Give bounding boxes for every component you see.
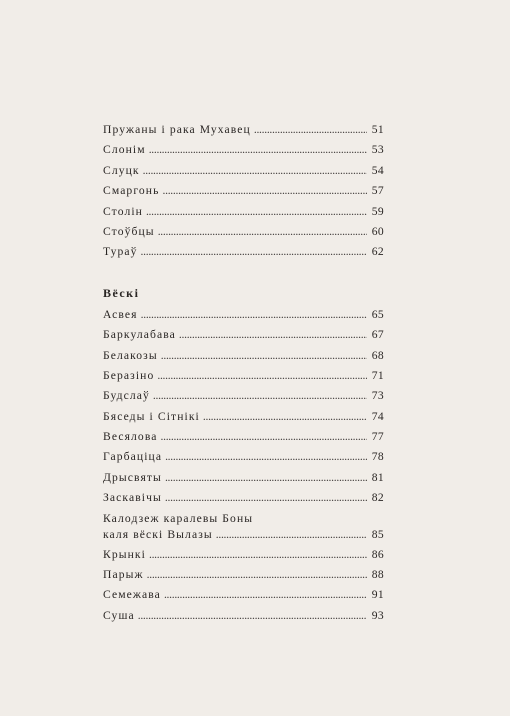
toc-leader-dots (143, 161, 367, 181)
toc-leader-dots (141, 305, 367, 325)
toc-entry-title: Весялова (103, 430, 158, 444)
toc-entry (103, 386, 384, 406)
toc-page-number: 68 (371, 348, 384, 362)
toc-entry (103, 606, 384, 626)
toc-page-number: 73 (371, 389, 384, 403)
toc-entry-title: Стоўбцы (103, 224, 155, 238)
toc-leader-dots (254, 120, 367, 140)
toc-entry (103, 161, 384, 181)
toc-page-number: 67 (371, 328, 384, 342)
toc-page-number: 78 (371, 450, 384, 464)
toc-entry (103, 202, 384, 222)
toc-leader-dots (165, 488, 367, 508)
toc-page-number: 86 (371, 547, 384, 561)
toc-entry (103, 447, 384, 467)
toc-page-number: 77 (371, 430, 384, 444)
toc-leader-dots (149, 140, 367, 160)
toc-leader-dots (203, 407, 367, 427)
toc-page-number: 81 (371, 470, 384, 484)
section-heading: Вёскі (103, 285, 140, 300)
toc-page-number: 54 (371, 163, 384, 177)
toc-entry (103, 488, 384, 508)
toc-entry-title: Столін (103, 204, 143, 218)
toc-leader-dots (165, 468, 367, 488)
toc-entry (103, 242, 384, 262)
toc-entry (103, 305, 384, 325)
toc-leader-dots (161, 427, 368, 447)
toc-page-number: 88 (371, 568, 384, 582)
toc-entry (103, 565, 384, 585)
toc-leader-dots (163, 181, 368, 201)
toc-page-number: 71 (371, 368, 384, 382)
toc-leader-dots (153, 386, 367, 406)
toc-entry-title: Слуцк (103, 163, 140, 177)
toc-entry (103, 545, 384, 565)
toc-entry-title: Суша (103, 608, 135, 622)
toc-page-number: 51 (371, 123, 384, 136)
toc-entry (103, 366, 384, 386)
toc-entry-title: Беразіно (103, 368, 155, 382)
toc-entry-title: Парыж (103, 568, 144, 582)
toc-entry (103, 346, 384, 366)
toc-entry (103, 468, 384, 488)
toc-entry-title-line1: Калодзеж каралевы Боны (103, 511, 254, 525)
toc-leader-dots (158, 222, 367, 242)
toc-page-number: 93 (371, 608, 384, 622)
toc-page-number: 59 (371, 204, 384, 218)
toc-page-number: 53 (371, 143, 384, 157)
toc-entry-title-line2: каля вёскі Вылазы (103, 527, 213, 541)
toc-entry-title: Слонім (103, 143, 146, 157)
toc-entry-title: Гарбаціца (103, 450, 163, 464)
toc-leader-dots (216, 527, 367, 543)
toc-entry-title: Белакозы (103, 348, 158, 362)
toc-page-number: 57 (371, 184, 384, 198)
toc-entry-title: Смаргонь (103, 184, 160, 198)
toc-entry-title: Заскавічы (103, 491, 162, 505)
toc-page-number: 74 (371, 409, 384, 423)
toc-entry (103, 325, 384, 345)
table-of-contents (103, 120, 384, 626)
toc-entry-title: Семежава (103, 588, 161, 602)
toc-leader-dots (149, 545, 367, 565)
toc-page-number: 82 (371, 491, 384, 505)
toc-leader-dots (146, 202, 367, 222)
toc-entry (103, 585, 384, 605)
toc-entry-title: Бяседы і Сітнікі (103, 409, 200, 423)
toc-entry (103, 140, 384, 160)
toc-page-number: 60 (371, 224, 384, 238)
toc-leader-dots (157, 366, 367, 386)
toc-entry-title: Тураў (103, 245, 138, 259)
toc-entry-title: Пружаны і рака Мухавец (103, 123, 251, 136)
toc-page-number: 65 (371, 307, 384, 321)
toc-page-number: 62 (371, 245, 384, 259)
toc-entry-title: Крынкі (103, 547, 146, 561)
toc-page-number: 85 (371, 527, 384, 541)
toc-entry (103, 427, 384, 447)
toc-entry-title: Асвея (103, 307, 138, 321)
toc-entry-title: Баркулабава (103, 328, 176, 342)
toc-leader-dots (161, 346, 367, 366)
toc-page-number: 91 (371, 588, 384, 602)
toc-entry (103, 407, 384, 427)
toc-entry (103, 120, 384, 140)
toc-entry-title: Дрысвяты (103, 470, 162, 484)
toc-leader-dots (147, 565, 367, 585)
toc-leader-dots (164, 585, 367, 605)
toc-leader-dots (179, 325, 367, 345)
toc-entry (103, 181, 384, 201)
toc-entry-title: Будслаў (103, 389, 150, 403)
toc-leader-dots (141, 242, 367, 262)
toc-leader-dots (165, 447, 367, 467)
toc-leader-dots (138, 606, 367, 626)
toc-entry-multiline (103, 509, 384, 545)
toc-entry (103, 222, 384, 242)
